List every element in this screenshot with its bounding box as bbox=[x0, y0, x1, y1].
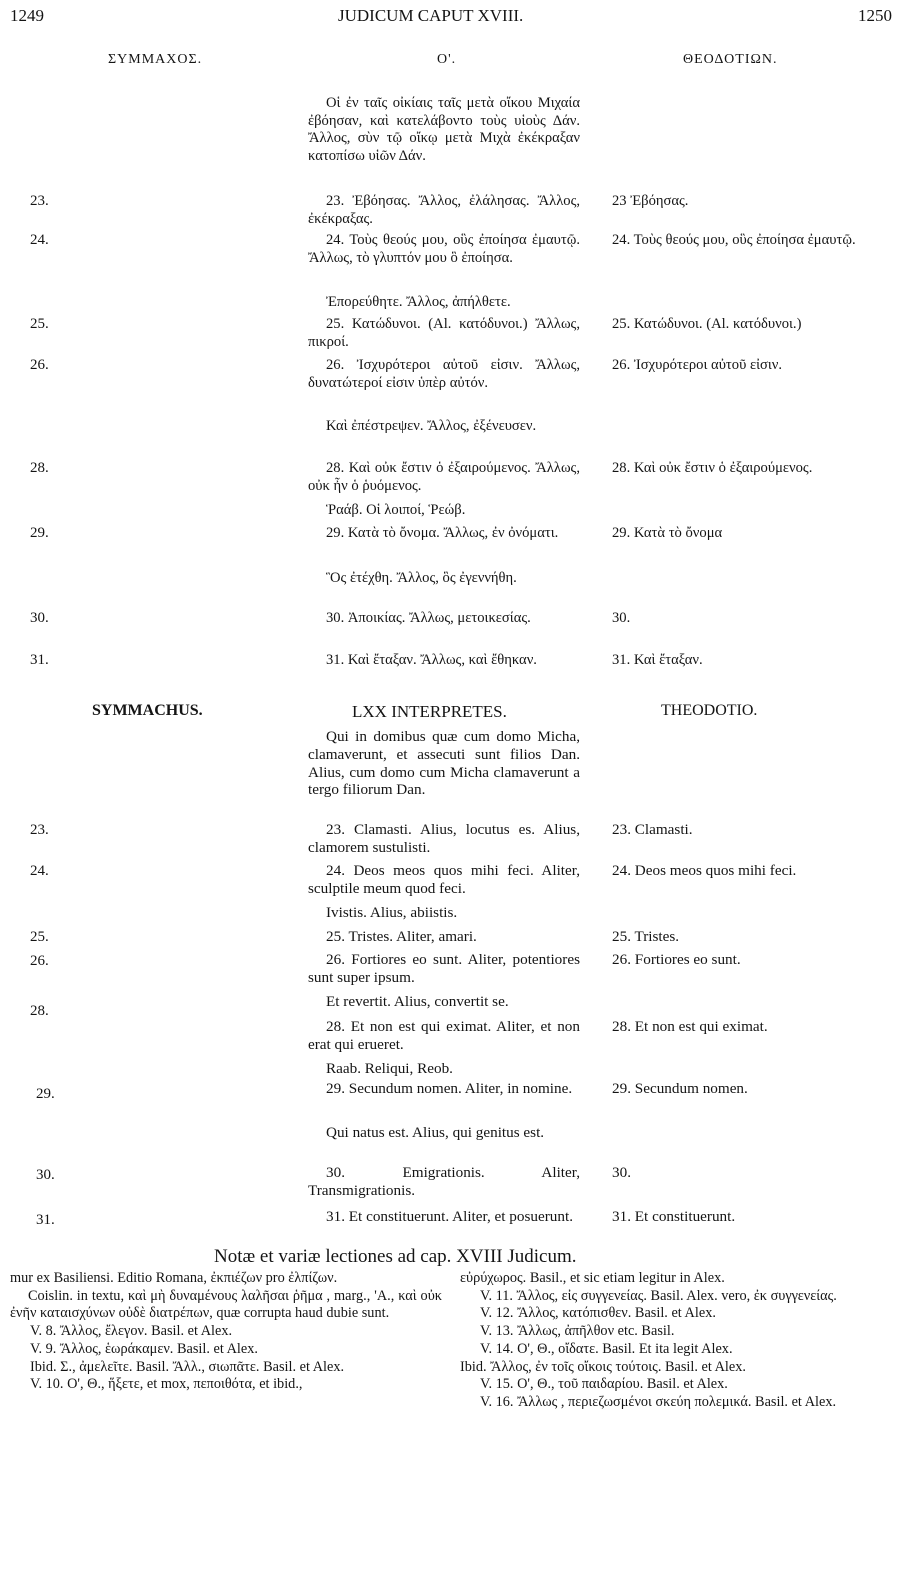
latin-theod-verse-28: 28. Et non est qui eximat. bbox=[612, 1018, 768, 1035]
greek-left-num-23: 23. bbox=[30, 193, 49, 209]
note-right-5: V. 14. Ο', Θ., οἴδατε. Basil. Et ita legit Alex. bbox=[480, 1340, 733, 1357]
page-number-left: 1249 bbox=[10, 6, 44, 25]
greek-lxx-verse-31: 31. Καὶ ἔταξαν. Ἄλλως, καὶ ἔθηκαν. bbox=[326, 652, 537, 668]
greek-theod-verse-28: 28. Καὶ οὐκ ἔστιν ὁ ἐξαιρούμενος. bbox=[612, 460, 813, 476]
greek-theod-verse-26: 26. Ἰσχυρότεροι αὐτοῦ εἰσιν. bbox=[612, 357, 783, 373]
latin-theod-verse-26: 26. Fortiores eo sunt. bbox=[612, 951, 741, 968]
greek-theod-verse-30: 30. bbox=[612, 610, 631, 626]
greek-theod-verse-31: 31. Καὶ ἔταξαν. bbox=[612, 652, 703, 668]
latin-lxx-extra-raab: Raab. Reliqui, Reob. bbox=[326, 1060, 453, 1077]
note-right-1: εὐρύχωρος. Basil., et sic etiam legitur in Alex. bbox=[460, 1270, 725, 1286]
greek-left-num-24: 24. bbox=[30, 232, 49, 248]
latin-lxx-verse-29: 29. Secundum nomen. Aliter, in nomine. bbox=[326, 1080, 573, 1097]
latin-left-num-26: 26. bbox=[30, 953, 49, 969]
latin-header-lxx: LXX INTERPRETES. bbox=[352, 702, 507, 721]
greek-left-num-25: 25. bbox=[30, 316, 49, 332]
latin-lxx-verse-30: 30. Emigrationis. Aliter, Transmigrationis. bbox=[308, 1164, 580, 1199]
greek-lxx-extra-revertit: Καὶ ἐπέστρεψεν. Ἄλλος, ἐξένευσεν. bbox=[326, 418, 537, 434]
greek-theod-verse-23: 23 Ἐβόησας. bbox=[612, 193, 689, 209]
greek-theod-verse-29: 29. Κατὰ τὸ ὄνομα bbox=[612, 525, 723, 541]
note-left-1: mur ex Basiliensi. Editio Romana, ἐκπιέζων pro ἐλπίζων. bbox=[10, 1270, 338, 1286]
greek-theod-verse-24: 24. Τοὺς θεούς μου, οὓς ἐποίησα ἐμαυτῷ. bbox=[612, 232, 856, 248]
note-right-2: V. 11. Ἄλλος, εἰς συγγενείας. Basil. Alex. vero, ἐκ συγγενείας. bbox=[480, 1287, 837, 1304]
greek-lxx-extra-ivistis: Ἐπορεύθητε. Ἄλλος, ἀπήλθετε. bbox=[326, 294, 511, 310]
latin-lxx-intro: Qui in domibus quæ cum domo Micha, clamaverunt, et assecuti sunt filios Dan. Alius, cum domo cum Micha clamaverunt a tergo filiorum Dan. bbox=[308, 728, 580, 799]
greek-left-num-26: 26. bbox=[30, 357, 49, 373]
note-right-3: V. 12. Ἄλλος, κατόπισθεν. Basil. et Alex. bbox=[480, 1305, 716, 1322]
latin-theod-verse-29: 29. Secundum nomen. bbox=[612, 1080, 748, 1097]
latin-left-num-24: 24. bbox=[30, 863, 49, 879]
notes-right-column bbox=[460, 1270, 902, 1412]
latin-left-num-25: 25. bbox=[30, 929, 49, 945]
latin-header-theodotio: THEODOTIO. bbox=[661, 702, 758, 719]
latin-lxx-extra-ivistis: Ivistis. Alius, abiistis. bbox=[326, 904, 458, 921]
latin-left-num-31: 31. bbox=[36, 1212, 55, 1228]
latin-theod-verse-31: 31. Et constituerunt. bbox=[612, 1208, 736, 1225]
latin-theod-verse-25: 25. Tristes. bbox=[612, 928, 680, 945]
latin-left-num-30: 30. bbox=[36, 1167, 55, 1183]
latin-lxx-extra-revertit: Et revertit. Alius, convertit se. bbox=[326, 993, 509, 1010]
greek-header-theodotion: ΘΕΟΔΟΤΙΩΝ. bbox=[683, 52, 778, 67]
greek-lxx-verse-30: 30. Ἀποικίας. Ἄλλως, μετοικεσίας. bbox=[326, 610, 531, 626]
greek-lxx-verse-29: 29. Κατὰ τὸ ὄνομα. Ἄλλως, ἐν ὀνόματι. bbox=[326, 525, 559, 541]
latin-left-num-29: 29. bbox=[36, 1086, 55, 1102]
greek-left-num-29: 29. bbox=[30, 525, 49, 541]
latin-lxx-verse-24: 24. Deos meos quos mihi feci. Aliter, sculptile meum quod feci. bbox=[308, 862, 580, 897]
latin-theod-verse-24: 24. Deos meos quos mihi feci. bbox=[612, 862, 797, 879]
greek-header-symmachus: ΣΥΜΜΑΧΟΣ. bbox=[108, 52, 203, 67]
greek-lxx-intro: Οἱ ἐν ταῖς οἰκίαις ταῖς μετὰ οἴκου Μιχαία ἐβόησαν, καὶ κατελάβοντο τοὺς υἱοὺς Δάν. Ἄλλος, σὺν τῷ οἴκῳ μετὰ Μιχὰ ἐκέκραξαν κατοπίσω υἱῶν Δάν. bbox=[308, 95, 580, 164]
greek-left-num-28: 28. bbox=[30, 460, 49, 476]
greek-theod-verse-25: 25. Κατώδυνοι. (Al. κατόδυνοι.) bbox=[612, 316, 802, 332]
note-left-5: Ibid. Σ., ἀμελεῖτε. Basil. Ἄλλ., σιωπᾶτε. Basil. et Alex. bbox=[30, 1358, 345, 1375]
greek-lxx-verse-23: 23. Ἐβόησας. Ἄλλος, ἐλάλησας. Ἄλλος, ἐκέκραξας. bbox=[308, 193, 580, 227]
greek-lxx-verse-26: 26. Ἰσχυρότεροι αὐτοῦ εἰσιν. Ἄλλως, δυνατώτεροί εἰσιν ὑπὲρ αὐτόν. bbox=[308, 357, 580, 391]
latin-left-num-23: 23. bbox=[30, 822, 49, 838]
greek-lxx-extra-raab: Ῥαάβ. Οἱ λοιποί, Ῥεώβ. bbox=[326, 502, 466, 518]
notes-title: Notæ et variæ lectiones ad cap. XVIII Judicum. bbox=[214, 1246, 577, 1267]
latin-header-symmachus: SYMMACHUS. bbox=[92, 702, 203, 719]
latin-lxx-verse-31: 31. Et constituerunt. Aliter, et posuerunt. bbox=[326, 1208, 573, 1225]
greek-lxx-extra-natus: Ὃς ἐτέχθη. Ἄλλος, ὃς ἐγεννήθη. bbox=[326, 570, 517, 586]
running-title: JUDICUM CAPUT XVIII. bbox=[338, 6, 524, 25]
latin-theod-verse-23: 23. Clamasti. bbox=[612, 821, 693, 838]
latin-lxx-verse-28: 28. Et non est qui eximat. Aliter, et non erat qui erueret. bbox=[308, 1018, 580, 1053]
latin-lxx-extra-natus: Qui natus est. Alius, qui genitus est. bbox=[326, 1124, 545, 1141]
greek-header-lxx: Ο'. bbox=[437, 52, 457, 67]
greek-left-num-30: 30. bbox=[30, 610, 49, 626]
note-right-7: V. 15. Ο', Θ., τοῦ παιδαρίου. Basil. et Alex. bbox=[480, 1376, 728, 1393]
latin-theod-verse-30: 30. bbox=[612, 1164, 631, 1181]
notes-left-column bbox=[10, 1270, 442, 1394]
note-left-3: V. 8. Ἄλλος, ἔλεγον. Basil. et Alex. bbox=[30, 1323, 233, 1340]
greek-lxx-verse-25: 25. Κατώδυνοι. (Al. κατόδυνοι.) Ἄλλως, πικροί. bbox=[308, 316, 580, 350]
greek-lxx-verse-28: 28. Καὶ οὐκ ἔστιν ὁ ἐξαιρούμενος. Ἄλλως, οὐκ ἦν ὁ ῥυόμενος. bbox=[308, 460, 580, 494]
note-right-8: V. 16. Ἄλλως , περιεζωσμένοι σκεύη πολεμικά. Basil. et Alex. bbox=[480, 1393, 837, 1410]
note-right-4: V. 13. Ἄλλως, ἀπῆλθον etc. Basil. bbox=[480, 1323, 675, 1340]
latin-lxx-verse-26: 26. Fortiores eo sunt. Aliter, potentiores sunt super ipsum. bbox=[308, 951, 580, 986]
greek-lxx-verse-24: 24. Τοὺς θεούς μου, οὓς ἐποίησα ἐμαυτῷ. Ἄλλως, τὸ γλυπτόν μου ὃ ἐποίησα. bbox=[308, 232, 580, 266]
page-number-right: 1250 bbox=[858, 6, 892, 25]
greek-left-num-31: 31. bbox=[30, 652, 49, 668]
note-left-6: V. 10. Ο', Θ., ἥξετε, et mox, πεποιθότα, et ibid., bbox=[30, 1376, 303, 1393]
note-left-4: V. 9. Ἄλλος, ἑωράκαμεν. Basil. et Alex. bbox=[30, 1340, 258, 1357]
note-left-2: Coislin. in textu, καὶ μὴ δυναμένους λαλῆσαι ῥῆμα , marg., 'Α., καὶ οὐκ ἐνῆν καταισχύνων οὐδὲ διατρέπων, quæ corrupta haud dubie sunt. bbox=[10, 1287, 442, 1322]
note-right-6: Ibid. Ἄλλος, ἐν τοῖς οἴκοις τούτοις. Basil. et Alex. bbox=[460, 1358, 746, 1375]
latin-lxx-verse-25: 25. Tristes. Aliter, amari. bbox=[326, 928, 477, 945]
latin-left-num-28: 28. bbox=[30, 1003, 49, 1019]
latin-lxx-verse-23: 23. Clamasti. Alius, locutus es. Alius, clamorem sustulisti. bbox=[308, 821, 580, 856]
